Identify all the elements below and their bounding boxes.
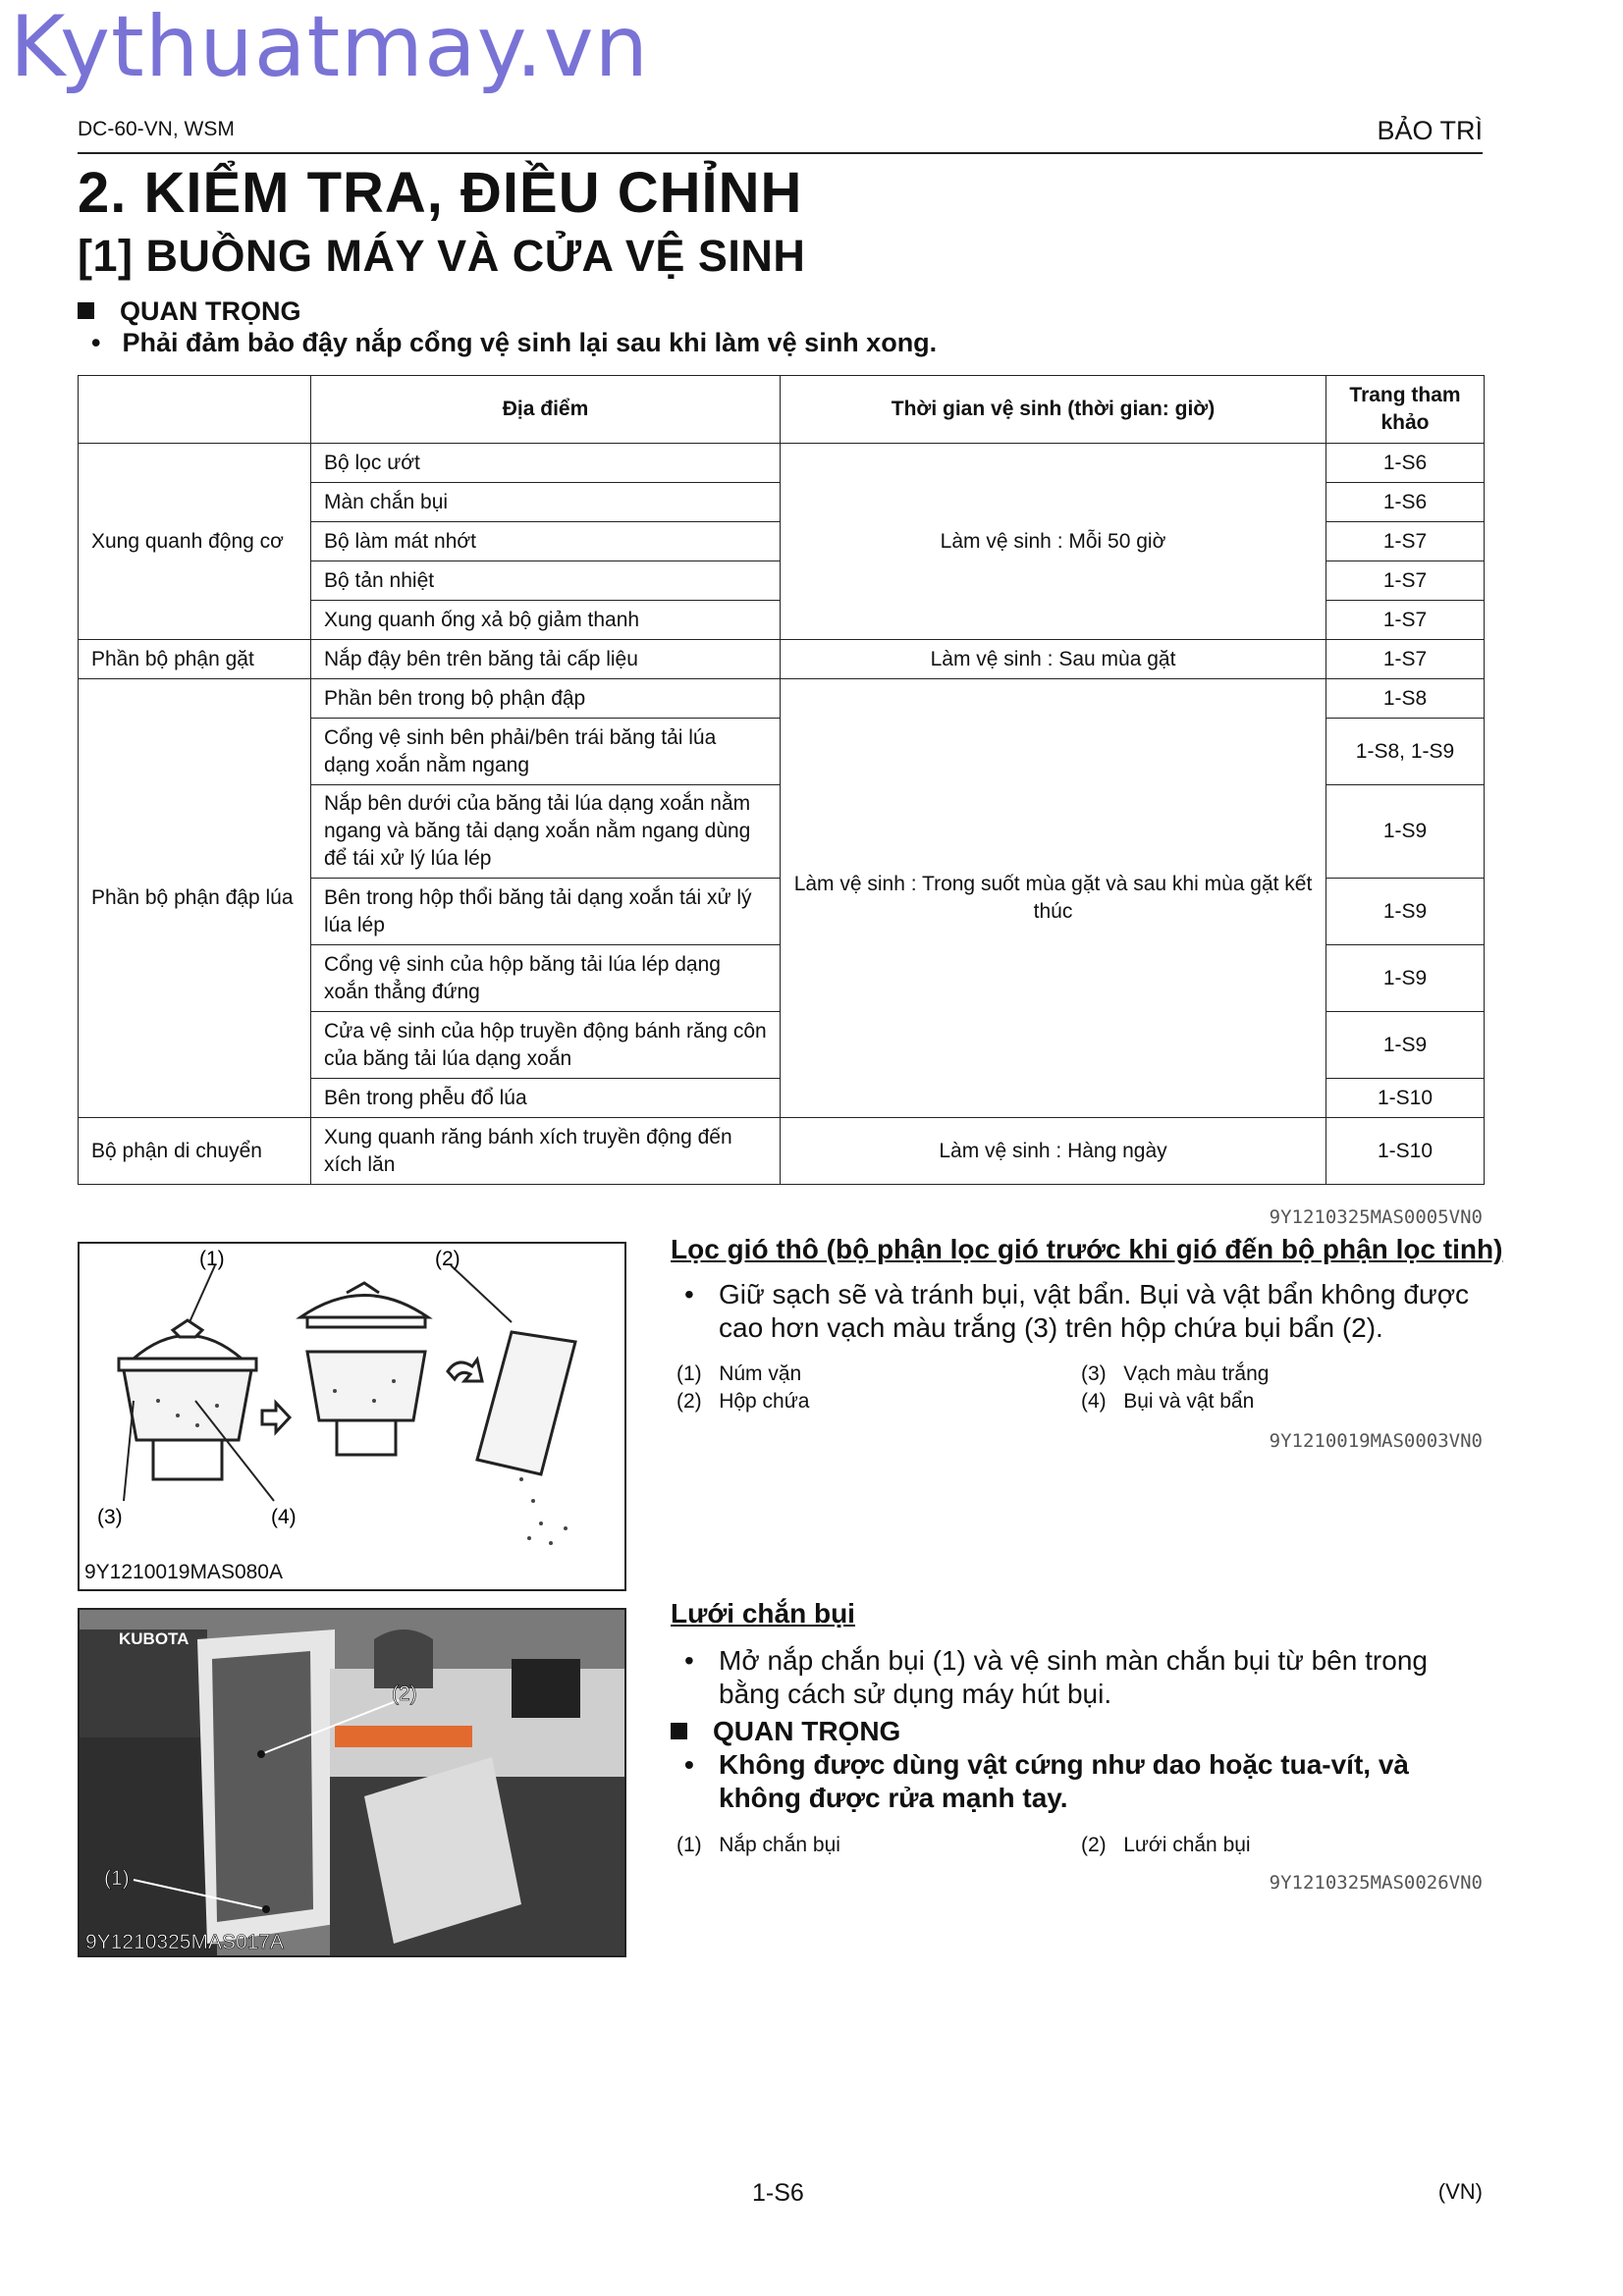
table-cell-location: Màn chắn bụi — [311, 483, 781, 522]
important-bullet: • Phải đảm bảo đậy nắp cổng vệ sinh lại sau khi làm vệ sinh xong. — [91, 328, 938, 357]
legend-item: (1) Núm vặn — [676, 1362, 802, 1385]
figure-label: (3) — [97, 1506, 123, 1528]
figure-label: (4) — [271, 1506, 297, 1528]
table-group-cell: Phần bộ phận gặt — [79, 640, 311, 679]
figure-caption: 9Y1210019MAS080A — [84, 1561, 283, 1583]
table-cell-ref: 1-S9 — [1326, 945, 1485, 1012]
square-bullet-icon — [671, 1723, 687, 1739]
bullet-icon: • — [91, 328, 101, 357]
table-cell-location: Xung quanh răng bánh xích truyền động đến xích lăn — [311, 1118, 781, 1185]
kubota-logo: KUBOTA — [119, 1629, 189, 1648]
table-cell-ref: 1-S8, 1-S9 — [1326, 719, 1485, 785]
heading-1: 2. KIỂM TRA, ĐIỀU CHỈNH — [78, 161, 803, 225]
important-heading: QUAN TRỌNG — [78, 296, 301, 327]
important-heading: QUAN TRỌNG — [671, 1716, 900, 1747]
table-cell-location: Phần bên trong bộ phận đập — [311, 679, 781, 719]
table-cell-ref: 1-S7 — [1326, 640, 1485, 679]
table-cell-ref: 1-S7 — [1326, 601, 1485, 640]
heading-2: [1] BUỒNG MÁY VÀ CỬA VỆ SINH — [78, 231, 806, 281]
pre-cleaner-instruction: • Giữ sạch sẽ và tránh bụi, vật bẩn. Bụi và vật bẩn không được cao hơn vạch màu trắng (3) trên hộp chứa bụi bẩn (2). — [684, 1279, 1470, 1343]
table-cell-location: Nắp bên dưới của băng tải lúa dạng xoắn nằm ngang và băng tải dạng xoắn nằm ngang dùng để tái xử lý lúa lép — [311, 785, 781, 879]
bullet-icon: • — [684, 1749, 694, 1780]
table-cell-time: Làm vệ sinh : Sau mùa gặt — [781, 640, 1326, 679]
photo-label: (2) — [392, 1682, 417, 1705]
table-cell-ref: 1-S8 — [1326, 679, 1485, 719]
reference-code: 9Y1210325MAS0005VN0 — [1269, 1206, 1483, 1228]
table-cell-location: Cửa vệ sinh của hộp truyền động bánh răng côn của băng tải lúa dạng xoắn — [311, 1012, 781, 1079]
table-row — [79, 640, 1485, 679]
table-cell-ref: 1-S10 — [1326, 1118, 1485, 1185]
legend-item: (1) Nắp chắn bụi — [676, 1834, 840, 1856]
table-header: Trang tham khảo — [1326, 376, 1485, 444]
table-row — [79, 1118, 1485, 1185]
table-cell-location: Bộ tản nhiệt — [311, 561, 781, 601]
header-section: BẢO TRÌ — [1377, 116, 1483, 145]
dust-screen-photo — [78, 1608, 626, 1957]
photo-label: (1) — [104, 1867, 130, 1890]
table-cell-location: Nắp đậy bên trên băng tải cấp liệu — [311, 640, 781, 679]
table-row — [79, 679, 1485, 719]
figure-label: (1) — [199, 1248, 225, 1270]
table-row — [79, 444, 1485, 483]
table-cell-ref: 1-S7 — [1326, 561, 1485, 601]
table-cell-ref: 1-S7 — [1326, 522, 1485, 561]
table-cell-time: Làm vệ sinh : Trong suốt mùa gặt và sau khi mùa gặt kết thúc — [781, 679, 1326, 1118]
legend-item: (4) Bụi và vật bẩn — [1081, 1390, 1255, 1413]
section-title-pre-cleaner: Lọc gió thô (bộ phận lọc gió trước khi gió đến bộ phận lọc tinh) — [671, 1234, 1503, 1264]
table-cell-location: Bên trong hộp thổi băng tải dạng xoắn tái xử lý lúa lép — [311, 879, 781, 945]
table-cell-location: Bộ làm mát nhớt — [311, 522, 781, 561]
header-doc-code: DC-60-VN, WSM — [78, 118, 235, 140]
page-number: 1-S6 — [752, 2179, 804, 2207]
reference-code: 9Y1210019MAS0003VN0 — [1269, 1430, 1483, 1452]
photo-caption: 9Y1210325MAS017A — [85, 1931, 284, 1953]
header-rule — [78, 152, 1483, 154]
bullet-icon: • — [684, 1279, 694, 1309]
table-cell-location: Cổng vệ sinh bên phải/bên trái băng tải lúa dạng xoắn nằm ngang — [311, 719, 781, 785]
table-cell-location: Xung quanh ống xả bộ giảm thanh — [311, 601, 781, 640]
table-cell-location: Bộ lọc ướt — [311, 444, 781, 483]
table-cell-ref: 1-S9 — [1326, 879, 1485, 945]
reference-code: 9Y1210325MAS0026VN0 — [1269, 1872, 1483, 1894]
table-header: Thời gian vệ sinh (thời gian: giờ) — [781, 376, 1326, 444]
section-title-dust-screen: Lưới chắn bụi — [671, 1598, 855, 1629]
table-cell-time: Làm vệ sinh : Mỗi 50 giờ — [781, 444, 1326, 640]
table-header: Địa điểm — [311, 376, 781, 444]
table-group-cell: Xung quanh động cơ — [79, 444, 311, 640]
language-code: (VN) — [1437, 2179, 1483, 2204]
table-cell-ref: 1-S6 — [1326, 444, 1485, 483]
dust-screen-instruction: • Mở nắp chắn bụi (1) và vệ sinh màn chắn bụi từ bên trong bằng cách sử dụng máy hút bụi. — [684, 1645, 1428, 1709]
legend-item: (3) Vạch màu trắng — [1081, 1362, 1270, 1385]
table-cell-location: Bên trong phễu đổ lúa — [311, 1079, 781, 1118]
pre-cleaner-figure — [78, 1242, 626, 1591]
bullet-icon: • — [684, 1645, 694, 1676]
table-cell-ref: 1-S9 — [1326, 785, 1485, 879]
table-cell-time: Làm vệ sinh : Hàng ngày — [781, 1118, 1326, 1185]
cleaning-table — [78, 375, 1485, 1185]
watermark: Kythuatmay.vn — [10, 0, 650, 96]
legend-item: (2) Lưới chắn bụi — [1081, 1834, 1251, 1856]
table-header — [79, 376, 311, 444]
table-group-cell: Phần bộ phận đập lúa — [79, 679, 311, 1118]
table-cell-ref: 1-S9 — [1326, 1012, 1485, 1079]
dust-screen-photo-drawing — [80, 1610, 624, 1955]
square-bullet-icon — [78, 302, 94, 319]
figure-label: (2) — [435, 1248, 460, 1270]
important-bullet: • Không được dùng vật cứng như dao hoặc tua-vít, và không được rửa mạnh tay. — [684, 1749, 1409, 1813]
table-cell-location: Cổng vệ sinh của hộp băng tải lúa lép dạng xoắn thẳng đứng — [311, 945, 781, 1012]
table-header-row — [79, 376, 1485, 444]
table-cell-ref: 1-S10 — [1326, 1079, 1485, 1118]
pre-cleaner-drawing — [80, 1244, 624, 1589]
legend-item: (2) Hộp chứa — [676, 1390, 810, 1413]
table-group-cell: Bộ phận di chuyển — [79, 1118, 311, 1185]
table-cell-ref: 1-S6 — [1326, 483, 1485, 522]
